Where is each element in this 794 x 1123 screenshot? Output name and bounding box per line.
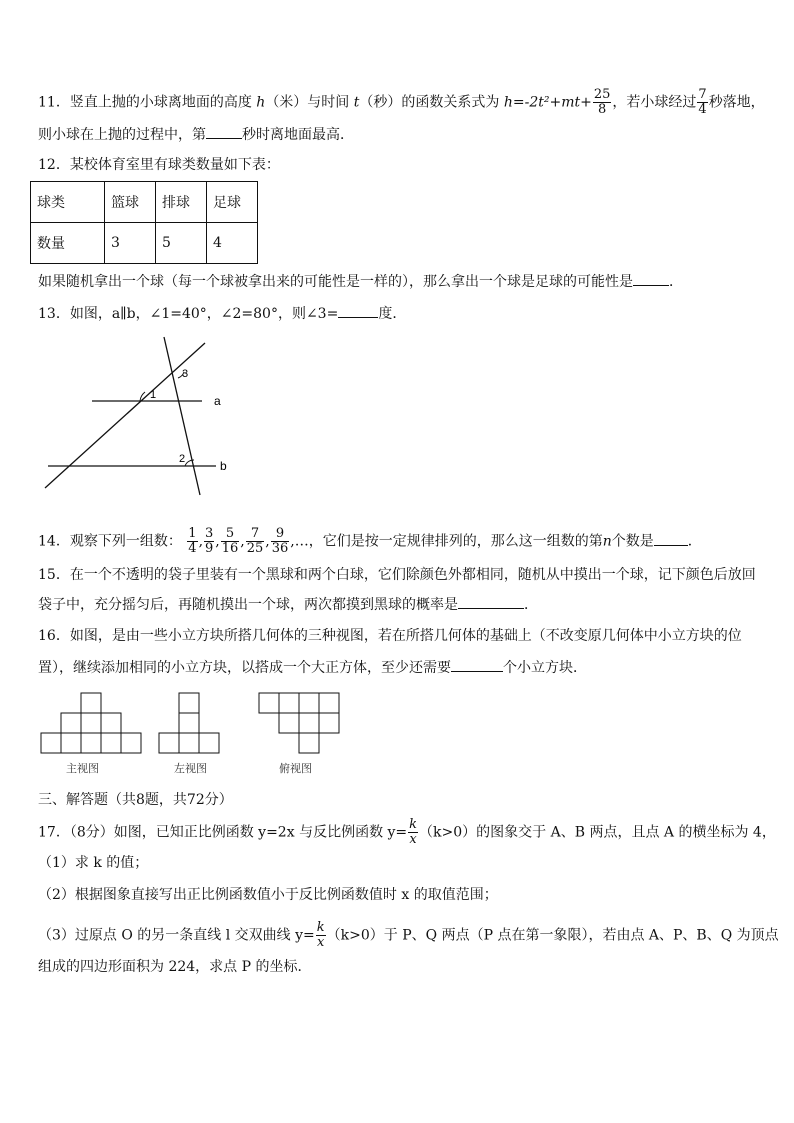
frac-num: 1: [188, 526, 197, 541]
q14-tail: 个数是: [611, 533, 654, 550]
table-row: [31, 182, 258, 223]
q17-text-b: （k>0）的图象交于 A、B 两点，且点 A 的横坐标为 4，: [419, 824, 776, 841]
q11-text-4: ，若小球经过: [612, 94, 697, 111]
q11-line1: [38, 88, 765, 117]
q15-line2-text: 袋子中，充分摇匀后，再随机摸出一个球，两次都摸到黑球的概率是: [38, 597, 458, 613]
table-cell: 3: [105, 223, 156, 264]
q11-line2: [38, 124, 354, 145]
q11-frac2-den: 4: [698, 102, 707, 117]
ball-count-table: [30, 181, 258, 264]
frac-num: k: [316, 920, 325, 935]
q11-frac1-den: 8: [597, 102, 607, 117]
frac-den: 16: [221, 541, 239, 556]
q17-part1: （1）求 k 的值；: [38, 855, 149, 871]
table-cell: 5: [156, 223, 207, 264]
q11-line2-text-a: 则小球在上抛的过程中，第: [38, 127, 206, 143]
line-a-label: a: [214, 394, 221, 408]
q11-line2-text-b: 秒时离地面最高．: [242, 127, 354, 143]
table-cell: 4: [207, 223, 258, 264]
top-view-caption: 俯视图: [279, 763, 312, 775]
table-row: [31, 223, 258, 264]
section-heading: 三、解答题（共8题，共72分）: [38, 792, 233, 808]
front-view: [41, 693, 141, 753]
q17-part3-text-a: （3）过原点 O 的另一条直线 l 交双曲线 y=: [38, 927, 315, 944]
table-cell: 球类: [31, 182, 105, 223]
frac-num: 7: [246, 527, 265, 542]
frac-num: 9: [271, 527, 290, 542]
q16-line2-text-b: 个小立方块．: [503, 660, 587, 676]
q14-mid: ，它们是按一定规律排列的，那么这一组数的第: [308, 533, 603, 550]
q16-three-views-figure: [38, 690, 348, 780]
q13-parallel-lines-figure: [40, 335, 240, 500]
q11-fraction-25-8: [593, 88, 612, 117]
left-view-caption: 左视图: [174, 763, 207, 775]
q11-text-3: （秒）的函数关系式为: [359, 94, 500, 111]
q13-question: [38, 303, 406, 324]
q11-text-5: 秒落地，: [708, 94, 765, 111]
q12-text: 如果随机拿出一个球（每一个球被拿出来的可能性是一样的），那么拿出一个球是足球的可能性是: [38, 274, 633, 290]
q11-text-1: 11．竖直上抛的小球离地面的高度: [38, 94, 252, 111]
q11-fraction-7-4: [697, 88, 707, 117]
q14-end: ．: [687, 533, 702, 550]
q12-question: [38, 271, 683, 292]
q17-part3-line2: 组成的四边形面积为 224，求点 P 的坐标．: [38, 959, 312, 975]
q17-part3-text-b: （k>0）于 P、Q 两点（P 点在第一象限），若由点 A、P、B、Q 为顶点: [326, 927, 779, 944]
q14-answer-blank: [654, 531, 688, 546]
table-cell: 排球: [156, 182, 207, 223]
q11-text-2: （米）与时间: [265, 94, 350, 111]
q13-text: 13．如图，a∥b，∠1=40°，∠2=80°，则∠3=: [38, 306, 339, 322]
frac-num: k: [409, 817, 418, 832]
q11-answer-blank: [206, 124, 242, 139]
top-view: [259, 693, 339, 753]
table-cell: 篮球: [105, 182, 156, 223]
front-view-caption: 主视图: [66, 763, 99, 775]
q17-fraction-k-x-2: [316, 921, 326, 950]
q14-ellipsis: ,…: [290, 533, 309, 550]
frac-num: 3: [205, 526, 214, 541]
q16-line2-text-a: 置），继续添加相同的小立方块，以搭成一个大正方体，至少还需要: [38, 660, 451, 676]
q15-answer-blank: [458, 594, 524, 609]
frac-den: x: [409, 832, 417, 847]
q13-end: 度．: [378, 306, 407, 322]
q17-line1: [38, 818, 776, 847]
q17-text-a: 17．（8分）如图，已知正比例函数 y=2x 与反比例函数 y=: [38, 824, 408, 841]
q14-lead: 14．观察下列一组数：: [38, 533, 182, 550]
line-b-label: b: [220, 459, 227, 473]
left-view: [159, 693, 219, 753]
q14-fraction: [271, 527, 290, 556]
table-cell: 足球: [207, 182, 258, 223]
q14-question: 14．观察下列一组数： $\frac{1}{4}$ , $\frac{3}{9}$ , $\frac{5}{16}$ , $\frac{7}{25}$ , $\frac{9}{36}$ ,…，它们是按一定规律排列的，那么这一组数的第n个数是 ．: [38, 526, 702, 556]
q11-var-h: h: [256, 94, 266, 111]
frac-den: 36: [271, 541, 289, 556]
frac-den: 4: [188, 541, 197, 556]
q15-line2: [38, 594, 538, 615]
frac-den: 25: [246, 541, 264, 556]
angle2-label: 2: [179, 453, 186, 465]
q11-var-t: t: [353, 94, 360, 111]
q14-fraction: [221, 527, 240, 556]
table-cell: 数量: [31, 223, 105, 264]
transversal-2: [164, 337, 200, 495]
q11-frac2-num: 7: [698, 87, 707, 102]
q14-fraction: [204, 527, 214, 556]
q16-line2: [38, 657, 587, 678]
frac-den: x: [317, 935, 325, 950]
q16-line1: 16．如图，是由一些小立方块所搭几何体的三种视图，若在所搭几何体的基础上（不改变原几何体中小立方块的位: [38, 628, 742, 644]
q15-line1: 15．在一个不透明的袋子里装有一个黑球和两个白球，它们除颜色外都相同，随机从中摸出一个球，记下颜色后放回: [38, 567, 756, 583]
q17-fraction-k-x: [408, 818, 418, 847]
q12-end: ．: [669, 274, 683, 290]
q14-var-n: n: [602, 533, 612, 550]
q17-part2: （2）根据图象直接写出正比例函数值小于反比例函数值时 x 的取值范围；: [38, 887, 498, 903]
q12-title: 12．某校体育室里有球类数量如下表：: [38, 157, 280, 173]
frac-den: 9: [205, 541, 214, 556]
q17-part3-line1: [38, 921, 779, 950]
q11-frac1-num: 25: [593, 87, 611, 102]
q11-formula: h=-2t²+mt+: [503, 94, 592, 111]
q16-answer-blank: [451, 657, 503, 672]
angle3-label: 3: [182, 368, 189, 380]
angle1-label: 1: [150, 389, 157, 401]
q12-answer-blank: [633, 271, 669, 286]
q13-answer-blank: [338, 303, 378, 318]
q14-fraction: [187, 527, 197, 556]
q14-fraction: [246, 527, 265, 556]
frac-num: 5: [221, 527, 240, 542]
q15-end: ．: [524, 597, 538, 613]
